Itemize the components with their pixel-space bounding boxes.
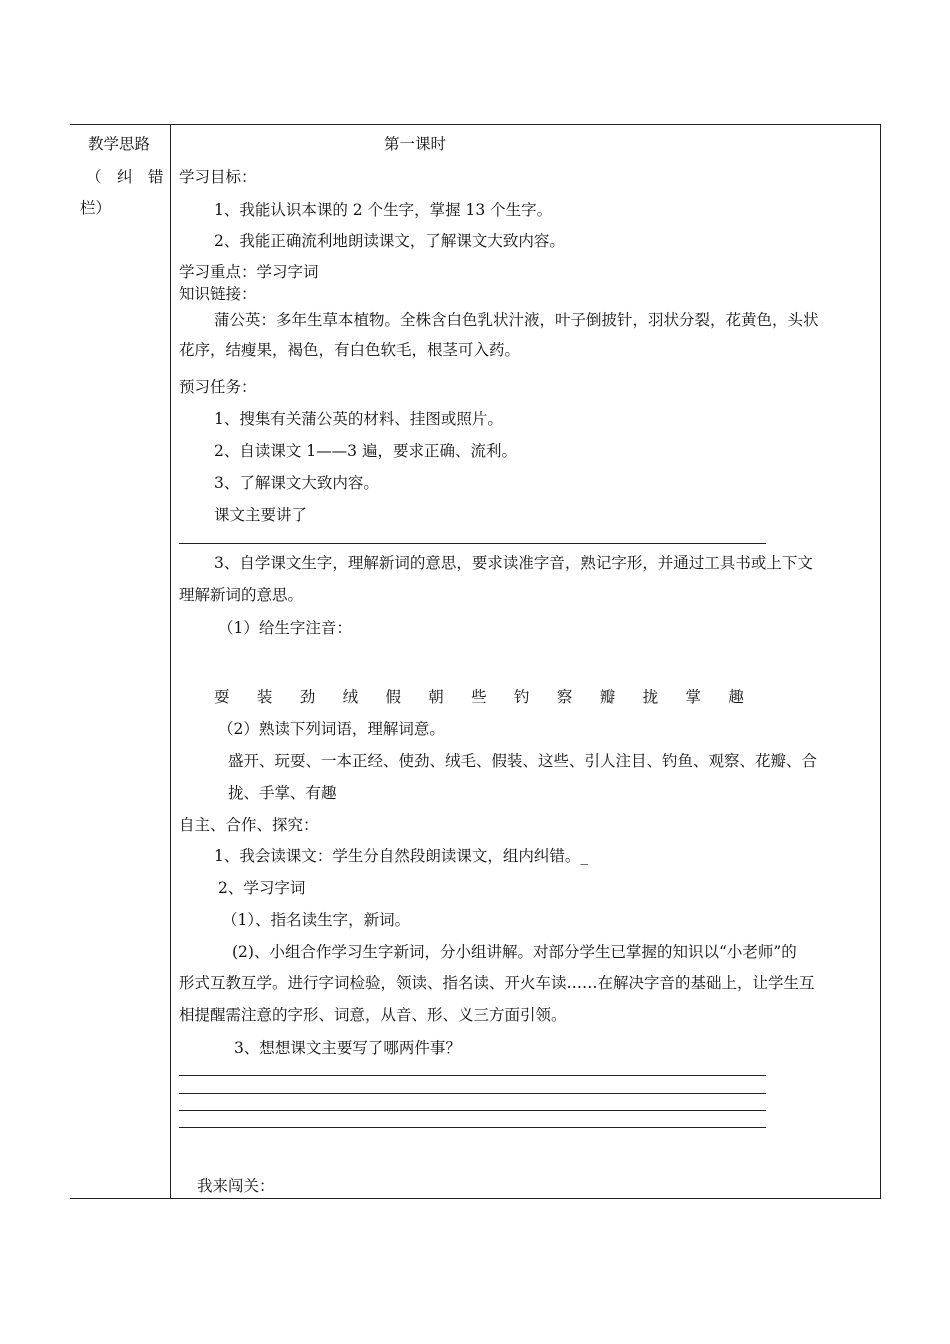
preview-prompt: 课文主要讲了 bbox=[214, 506, 308, 524]
words-line-1: 盛开、玩耍、一本正经、使劲、绒毛、假装、这些、引人注目、钓鱼、观察、花瓣、合 bbox=[228, 752, 818, 770]
new-character: 绒 bbox=[342, 688, 359, 706]
answer-line bbox=[179, 1127, 766, 1128]
knowledge-heading: 知识链接： bbox=[179, 285, 257, 303]
inquiry-item-2-2-line-2: 形式互教互学。进行字词检验，领读、指名读、开火车读……在解决字音的基础上，让学生互 bbox=[179, 974, 815, 992]
preview-heading: 预习任务： bbox=[179, 378, 257, 396]
new-character: 装 bbox=[256, 688, 273, 706]
pinyin-heading: （1）给生字注音： bbox=[218, 619, 352, 637]
knowledge-line-1: 蒲公英：多年生草本植物。全株含白色乳状汁液，叶子倒披针，羽状分裂，花黄色，头状 bbox=[214, 311, 819, 329]
inquiry-item-2-2-line-1: (2)、小组合作学习生字新词，分小组讲解。对部分学生已掌握的知识以“小老师”的 bbox=[232, 943, 797, 961]
words-line-2: 拢、手掌、有趣 bbox=[228, 784, 337, 802]
new-character: 劲 bbox=[299, 688, 316, 706]
preview-item-1: 1、搜集有关蒲公英的材料、挂图或照片。 bbox=[214, 410, 503, 428]
new-character: 掌 bbox=[685, 688, 701, 706]
new-character: 假 bbox=[385, 688, 401, 706]
challenge-heading: 我来闯关： bbox=[197, 1177, 275, 1195]
new-character: 趣 bbox=[728, 688, 744, 706]
new-character: 钓 bbox=[514, 688, 530, 706]
preview-item-2: 2、自读课文 1——3 遍，要求正确、流利。 bbox=[214, 442, 517, 460]
objective-2: 2、我能正确流利地朗读课文，了解课文大致内容。 bbox=[214, 232, 565, 250]
new-character: 朝 bbox=[428, 688, 444, 706]
selfstudy-line-2: 理解新词的意思。 bbox=[179, 586, 304, 604]
answer-line bbox=[179, 1093, 766, 1094]
inquiry-item-2: 2、学习字词 bbox=[218, 879, 306, 897]
side-column-note-line1: （ 纠 错 bbox=[86, 168, 164, 186]
answer-line bbox=[179, 1110, 766, 1111]
new-character: 瓣 bbox=[599, 688, 616, 706]
knowledge-line-2: 花序，结瘦果，褐色，有白色软毛，根茎可入药。 bbox=[179, 341, 521, 359]
new-character: 些 bbox=[471, 688, 487, 706]
new-character: 耍 bbox=[214, 688, 230, 706]
new-characters-row bbox=[214, 690, 744, 706]
inquiry-heading: 自主、合作、探究： bbox=[179, 816, 319, 834]
column-divider bbox=[170, 124, 171, 1199]
side-column-heading: 教学思路 bbox=[88, 135, 151, 153]
preview-item-3: 3、了解课文大致内容。 bbox=[214, 474, 379, 492]
inquiry-item-2-1: （1）、指名读生字，新词。 bbox=[222, 911, 411, 929]
objective-1: 1、我能认识本课的 2 个生字，掌握 13 个生字。 bbox=[214, 201, 553, 219]
words-heading: （2）熟读下列词语，理解词意。 bbox=[218, 720, 445, 738]
new-character: 察 bbox=[556, 688, 573, 706]
selfstudy-line-1: 3、自学课文生字，理解新词的意思，要求读准字音，熟记字形，并通过工具书或上下文 bbox=[214, 554, 813, 572]
side-column-note-line2: 栏） bbox=[80, 199, 112, 217]
objectives-heading: 学习目标： bbox=[179, 168, 257, 186]
answer-line bbox=[179, 1075, 766, 1076]
new-character: 拢 bbox=[642, 688, 659, 706]
inquiry-item-2-2-line-3: 相提醒需注意的字形、词意，从音、形、义三方面引领。 bbox=[179, 1006, 567, 1024]
inquiry-item-3: 3、想想课文主要写了哪两件事？ bbox=[234, 1039, 461, 1057]
inquiry-item-1: 1、我会读课文：学生分自然段朗读课文，组内纠错。_ bbox=[214, 847, 589, 865]
answer-line bbox=[179, 543, 766, 544]
lesson-title: 第一课时 bbox=[384, 135, 447, 153]
focus-line: 学习重点：学习字词 bbox=[179, 263, 319, 281]
